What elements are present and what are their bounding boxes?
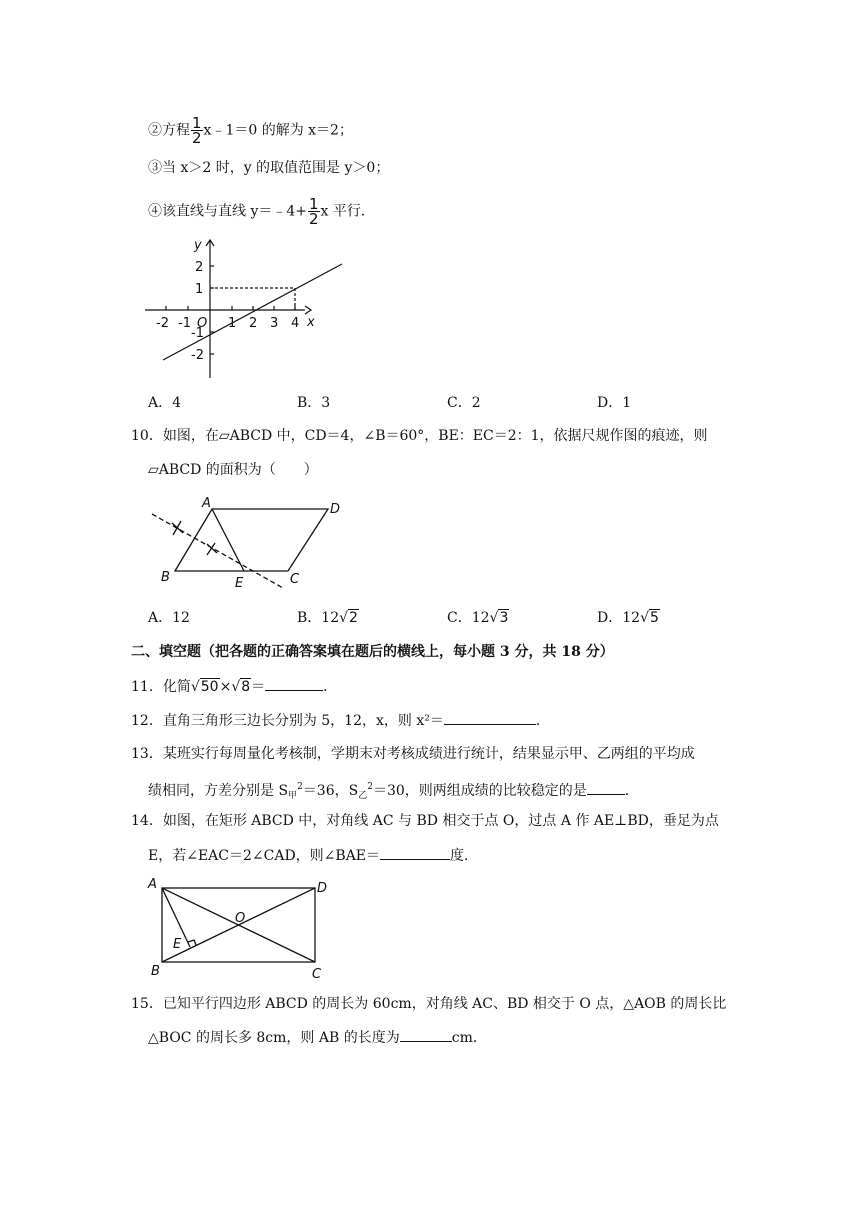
- frac-num: 1: [192, 114, 202, 132]
- y-tick-label: -1: [191, 326, 204, 341]
- radicand: 2: [349, 610, 358, 626]
- option-coef: 12: [622, 610, 641, 626]
- option-coef: 12: [471, 610, 490, 626]
- q9-option-a: A．4: [148, 395, 182, 411]
- superscript-2: 2: [367, 782, 373, 792]
- x-tick-label: 1: [228, 316, 237, 331]
- frac-den: 2: [309, 210, 319, 228]
- q9-statement-3: ③当 x＞2 时，y 的取值范围是 y＞0；: [148, 160, 390, 176]
- q9-option-c: C．2: [447, 395, 481, 411]
- y-axis-label: y: [194, 238, 202, 253]
- bisector-dashed-line: [152, 514, 283, 588]
- q9-statement-4: [148, 197, 375, 226]
- point-label-e: E: [235, 576, 244, 591]
- q11-end: ．: [323, 679, 338, 695]
- option-prefix: C．: [447, 610, 472, 626]
- y-tick-label: 2: [195, 260, 204, 275]
- option-coef: 12: [172, 610, 190, 626]
- vertex-label-d: D: [317, 881, 328, 896]
- q12-answer-blank[interactable]: [444, 710, 536, 725]
- q15-answer-blank[interactable]: [400, 1027, 452, 1042]
- option-prefix: D．: [597, 610, 623, 626]
- q13-answer-blank[interactable]: [587, 780, 625, 795]
- q12-text: 12．直角三角形三边长分别为 5，12，x，则 x²＝: [131, 713, 444, 729]
- q10-option-a: [148, 608, 190, 628]
- q14-figure: [145, 876, 345, 986]
- superscript-2: 2: [297, 782, 303, 792]
- x-axis-label: x: [307, 315, 315, 330]
- q14-answer-blank[interactable]: [380, 845, 450, 860]
- origin-label: O: [197, 316, 208, 331]
- graph-line: [163, 264, 342, 360]
- q13-text-b: ＝36，S: [302, 783, 359, 799]
- vertex-label-c: C: [312, 967, 322, 982]
- q13-text-a: 绩相同，方差分别是 S: [148, 783, 289, 799]
- q12-line: [131, 710, 550, 731]
- q15-text-b: cm．: [451, 1030, 487, 1046]
- point-label-e: E: [173, 937, 182, 952]
- option-prefix: A．: [148, 610, 173, 626]
- radicand: 3: [499, 610, 509, 626]
- q9-stmt4-text-b: x 平行．: [320, 203, 375, 220]
- x-axis-arrow: [305, 306, 311, 314]
- q15-line-1: 15．已知平行四边形 ABCD 的周长为 60cm，对角线 AC、BD 相交于 O 点，△AOB 的周长比: [131, 996, 727, 1012]
- x-tick-label: 4: [291, 316, 300, 331]
- q14-line-1: 14．如图，在矩形 ABCD 中，对角线 AC 与 BD 相交于点 O，过点 A 作 AE⊥BD，垂足为点: [131, 813, 719, 829]
- q11-equals: ＝: [251, 679, 266, 695]
- section-2-heading: 二、填空题（把各题的正确答案填在题后的横线上，每小题 3 分，共 18 分）: [131, 644, 614, 660]
- q11-line: [131, 676, 337, 697]
- arc-mark: [172, 521, 183, 535]
- sqrt-sign: √: [640, 610, 649, 626]
- q10-figure: [145, 495, 345, 595]
- vertex-label-c: C: [290, 572, 300, 587]
- q9-stmt4-fraction: [308, 197, 320, 226]
- subscript-jia: 甲: [288, 791, 298, 801]
- option-prefix: B．: [297, 610, 322, 626]
- sqrt-sign: √: [489, 610, 499, 626]
- vertex-label-a: A: [202, 496, 211, 511]
- q10-line-1: 10．如图，在▱ABCD 中，CD＝4，∠B＝60°，BE：EC＝2：1，依据尺规作图的痕迹，则: [131, 428, 708, 444]
- sqrt-sign: √: [190, 679, 200, 695]
- q9-graph: [145, 234, 345, 384]
- point-label-o: O: [235, 911, 246, 926]
- frac-den: 2: [192, 129, 202, 147]
- sqrt-sign: √: [339, 610, 349, 626]
- x-tick-label: -2: [156, 316, 169, 331]
- q15-text-a: △BOC 的周长多 8cm，则 AB 的长度为: [148, 1030, 400, 1046]
- radicand: 5: [649, 610, 659, 626]
- y-tick-label: -2: [191, 348, 204, 363]
- subscript-yi: 乙: [358, 791, 368, 801]
- q9-stmt2-fraction: [191, 116, 203, 145]
- arc-mark: [207, 543, 217, 555]
- y-tick-label: 1: [195, 282, 204, 297]
- sqrt-sign: √: [231, 679, 241, 695]
- q13-line-2: [148, 777, 639, 806]
- q12-end: ．: [535, 713, 550, 729]
- q10-option-c: [447, 608, 509, 628]
- q9-stmt2-text-b: x﹣1＝0 的解为 x＝2；: [203, 122, 353, 139]
- q11-answer-blank[interactable]: [265, 676, 323, 691]
- q9-stmt2-text-a: ②方程: [148, 122, 190, 139]
- q13-text-c: ＝30，则两组成绩的比较稳定的是: [372, 783, 587, 799]
- q10-option-d: [597, 608, 660, 628]
- segment-ae: [212, 509, 244, 571]
- q14-text-b: 度．: [450, 848, 479, 864]
- q10-option-b: [297, 608, 359, 628]
- times-sign: ×: [219, 679, 232, 695]
- vertex-label-a: A: [148, 877, 157, 892]
- q14-text-a: E，若∠EAC＝2∠CAD，则∠BAE＝: [148, 848, 381, 864]
- x-tick-label: 3: [270, 316, 279, 331]
- q9-option-d: D．1: [597, 395, 632, 411]
- q10-line-2: ▱ABCD 的面积为（ ）: [148, 462, 318, 478]
- q15-line-2: [148, 1027, 487, 1048]
- q14-line-2: [148, 845, 478, 866]
- vertex-label-d: D: [330, 502, 341, 517]
- q13-end: ．: [624, 783, 639, 799]
- x-tick-label: 2: [249, 316, 258, 331]
- q9-statement-2: [148, 116, 353, 145]
- q11-prefix: 11．化简: [131, 679, 191, 695]
- option-coef: 12: [321, 610, 340, 626]
- vertex-label-b: B: [161, 570, 170, 585]
- q9-option-b: B．3: [297, 395, 331, 411]
- q13-line-1: 13．某班实行每周量化考核制，学期末对考核成绩进行统计，结果显示甲、乙两组的平均成: [131, 746, 695, 762]
- x-tick-label: -1: [178, 316, 191, 331]
- q9-stmt4-text-a: ④该直线与直线 y＝﹣4+: [148, 203, 307, 220]
- vertex-label-b: B: [151, 964, 160, 979]
- radicand: 8: [241, 679, 251, 695]
- radicand: 50: [200, 679, 219, 695]
- frac-num: 1: [309, 195, 319, 213]
